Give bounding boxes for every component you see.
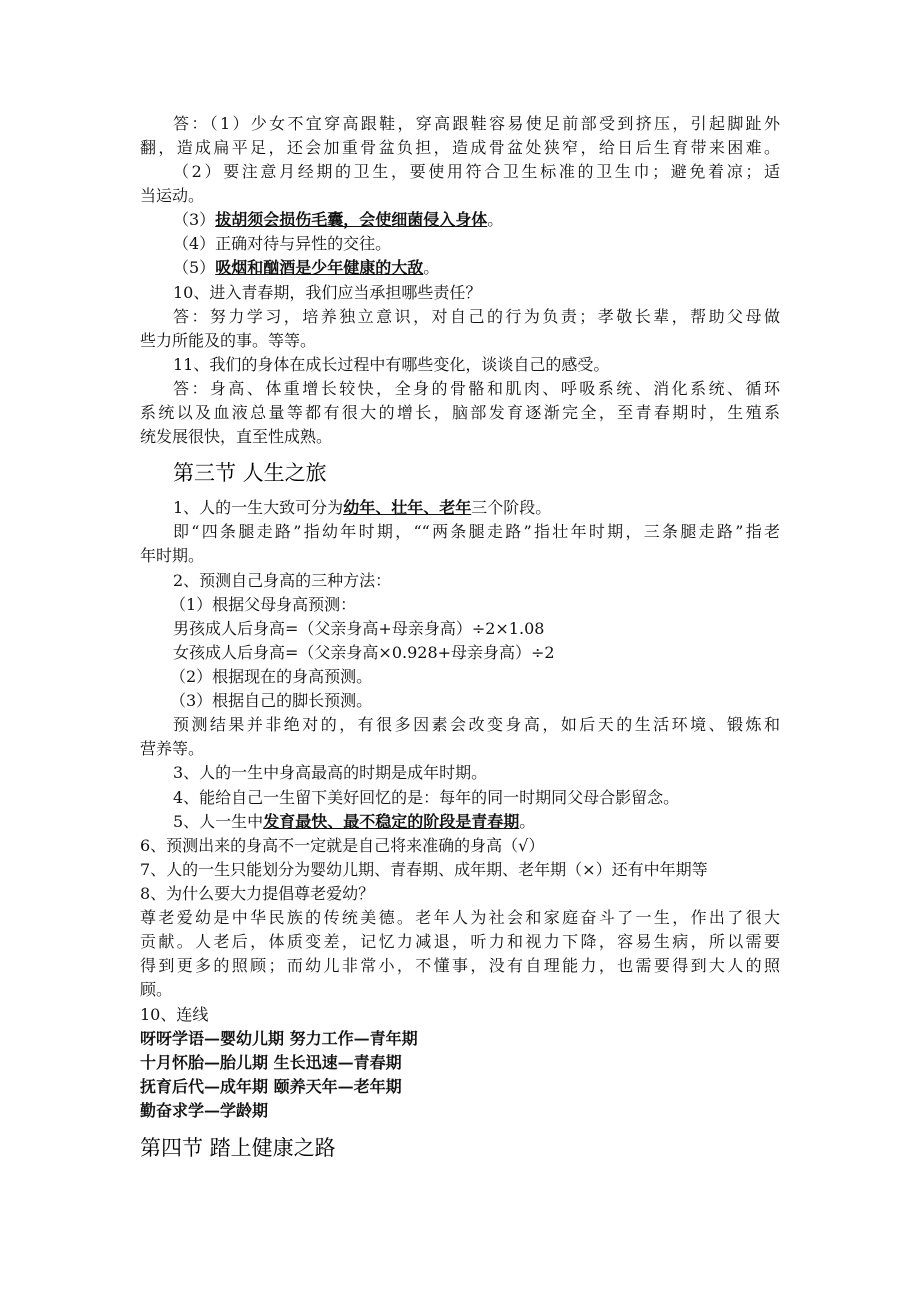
- paragraph-line: 答：努力学习，培养独立意识，对自己的行为负责；孝敬长辈，帮助父母做: [173, 307, 780, 326]
- paragraph-line: 2、预测自己身高的三种方法：: [173, 571, 392, 590]
- paragraph-line: （4）正确对待与异性的交往。: [173, 234, 392, 253]
- formula-line: 女孩成人后身高=（父亲身高×0.928+母亲身高）÷2: [173, 643, 555, 662]
- paragraph-line: 尊老爱幼是中华民族的传统美德。老年人为社会和家庭奋斗了一生，作出了很大: [140, 908, 780, 927]
- emphasis-text: 吸烟和酗酒是少年健康的大敌: [215, 258, 424, 277]
- paragraph-line: [173, 209, 503, 231]
- section-heading: 第四节 踏上健康之路: [140, 1136, 336, 1160]
- paragraph-line: 即“四条腿走路”指幼年时期，““两条腿走路”指壮年时期，三条腿走路”指老: [173, 522, 780, 541]
- section-heading: 第三节 人生之旅: [173, 461, 327, 485]
- question-line: 10、进入青春期，我们应当承担哪些责任？: [173, 283, 482, 302]
- matching-line: 呀呀学语—婴幼儿期 努力工作—青年期: [140, 1029, 418, 1048]
- paragraph-line: （2）根据现在的身高预测。: [170, 667, 373, 686]
- plain-text: 5、人一生中: [173, 812, 264, 831]
- paragraph-line: （1）根据父母身高预测：: [170, 595, 357, 614]
- paragraph-line: 些力所能及的事。等等。: [140, 331, 317, 350]
- matching-line: 抚育后代—成年期 颐养天年—老年期: [140, 1077, 402, 1096]
- paragraph-line: 统发展很快，直至性成熟。: [140, 427, 333, 446]
- paragraph-line: 当运动。: [140, 186, 205, 205]
- question-line: 11、我们的身体在成长过程中有哪些变化，谈谈自己的感受。: [173, 355, 610, 374]
- paragraph-line: 得到更多的照顾；而幼儿非常小，不懂事，没有自理能力，也需要得到大人的照: [140, 956, 780, 975]
- paragraph-line: 7、人的一生只能划分为婴幼儿期、青春期、成年期、老年期（×）还有中年期等: [140, 860, 708, 879]
- paragraph-line: 顾。: [140, 980, 173, 999]
- emphasis-text: 拔胡须会损伤毛囊，会使细菌侵入身体: [215, 210, 488, 229]
- punctuation: 。: [423, 258, 440, 277]
- punctuation: 。: [487, 210, 504, 229]
- paragraph-line: 答：（1）少女不宜穿高跟鞋，穿高跟鞋容易使足前部受到挤压，引起脚趾外: [173, 114, 780, 133]
- paragraph-line: 年时期。: [140, 546, 205, 565]
- emphasis-text: 幼年、壮年、老年: [343, 498, 472, 517]
- item-number: （5）: [173, 258, 216, 277]
- paragraph-line: 6、预测出来的身高不一定就是自己将来准确的身高（√）: [140, 836, 545, 855]
- paragraph-line: 贡献。人老后，体质变差，记忆力减退，听力和视力下降，容易生病，所以需要: [140, 932, 780, 951]
- item-number: （3）: [173, 210, 216, 229]
- paragraph-line: 翻，造成扁平足，还会加重骨盆负担，造成骨盆处狭窄，给日后生育带来困难。: [140, 138, 780, 157]
- paragraph-line: 预测结果并非绝对的，有很多因素会改变身高，如后天的生活环境、锻炼和: [173, 715, 780, 734]
- paragraph-line: 答：身高、体重增长较快，全身的骨骼和肌肉、呼吸系统、消化系统、循环: [173, 379, 780, 398]
- question-line: 10、连线: [140, 1005, 209, 1024]
- paragraph-line: 系统以及血液总量等都有很大的增长，脑部发育逐渐完全，至青春期时，生殖系: [140, 403, 780, 422]
- paragraph-line: [173, 257, 439, 279]
- question-line: 8、为什么要大力提倡尊老爱幼？: [140, 884, 375, 903]
- emphasis-text: 发育最快、最不稳定的阶段是青春期: [263, 812, 520, 831]
- paragraph-line: 4、能给自己一生留下美好回忆的是：每年的同一时期同父母合影留念。: [173, 788, 680, 807]
- formula-line: 男孩成人后身高=（父亲身高+母亲身高）÷2×1.08: [173, 619, 545, 638]
- paragraph-line: （2）要注意月经期的卫生，要使用符合卫生标准的卫生巾；避免着凉；适: [173, 162, 780, 181]
- plain-text: 三个阶段。: [471, 498, 552, 517]
- paragraph-line: [173, 497, 551, 519]
- plain-text: 1、人的一生大致可分为: [173, 498, 344, 517]
- paragraph-line: （3）根据自己的脚长预测。: [170, 691, 373, 710]
- paragraph-line: [173, 811, 535, 833]
- punctuation: 。: [519, 812, 536, 831]
- matching-line: 十月怀胎—胎儿期 生长迅速—青春期: [140, 1053, 402, 1072]
- paragraph-line: 3、人的一生中身高最高的时期是成年时期。: [173, 763, 488, 782]
- paragraph-line: 营养等。: [140, 739, 205, 758]
- matching-line: 勤奋求学—学龄期: [140, 1101, 269, 1120]
